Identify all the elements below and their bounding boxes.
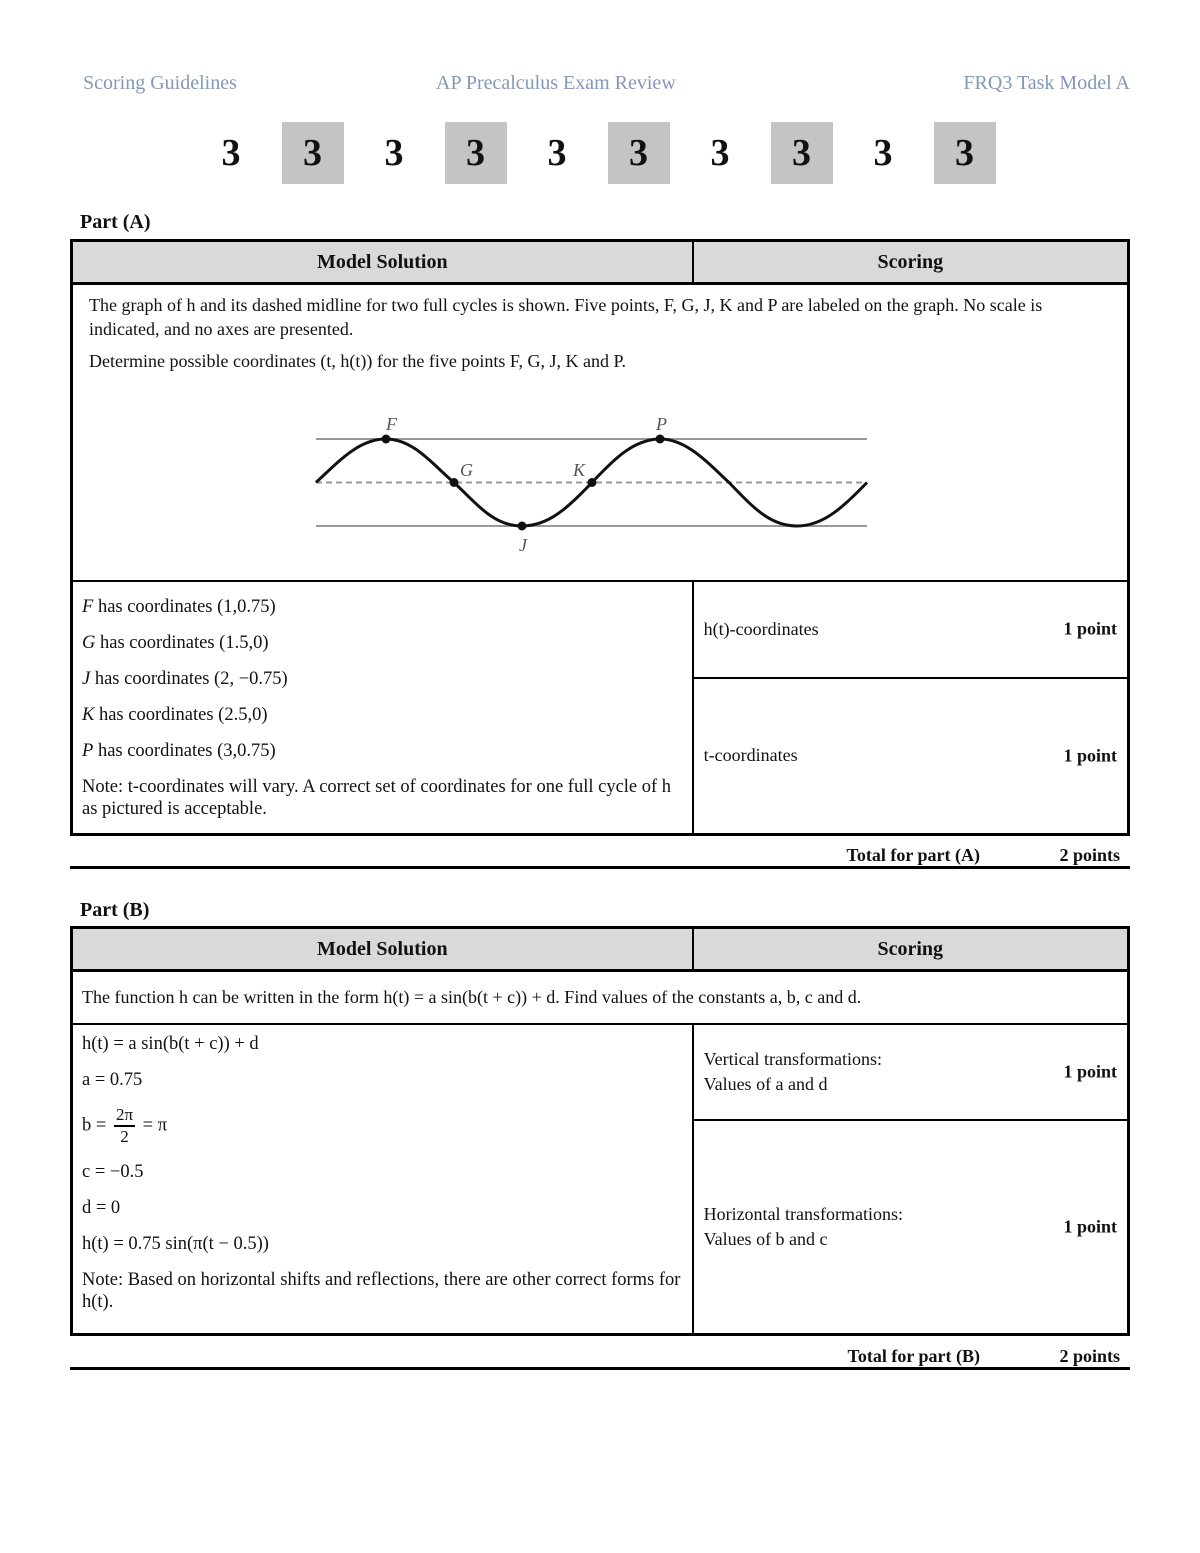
banner-digit: 3 xyxy=(445,122,507,184)
part-a-prompt-cell xyxy=(72,284,1129,581)
criterion-desc: h(t)-coordinates xyxy=(703,618,819,639)
solution-line: P has coordinates (3,0.75) xyxy=(82,740,276,761)
criterion-points: 1 point xyxy=(1063,618,1117,639)
part-b-table xyxy=(70,926,1130,1336)
fraction: $\frac{2\pi}{2}$ xyxy=(115,1104,134,1146)
part-a-solution-cell xyxy=(72,581,693,835)
part-b-prompt-text: The function h can be written in the form h(t) = a sin(b(t + c)) + d. Find values of the constants a, b, c and d. xyxy=(82,987,862,1008)
banner-digit: 3 xyxy=(547,132,567,174)
point-f xyxy=(381,434,390,443)
total-label: Total for part (B) xyxy=(847,1346,980,1366)
criterion-desc: Values of a and d xyxy=(703,1073,828,1094)
banner-digit: 3 xyxy=(771,122,833,184)
solution-line: K has coordinates (2.5,0) xyxy=(82,704,268,725)
banner-digit: 3 xyxy=(934,122,996,184)
banner-digit: 3 xyxy=(282,122,344,184)
solution-final: h(t) = 0.75 sin(π(t − 0.5)) xyxy=(82,1233,269,1254)
solution-b: b = $\frac{2\pi}{2}$ = π xyxy=(82,1104,168,1146)
solution-form: h(t) = a sin(b(t + c)) + d xyxy=(82,1033,259,1054)
point-k xyxy=(587,478,596,487)
part-a-question: Determine possible coordinates (t, h(t)) for the five points F, G, J, K and P. xyxy=(89,351,626,371)
part-a-table xyxy=(70,239,1130,836)
scoring-criterion xyxy=(693,1024,1129,1120)
criterion-desc: t-coordinates xyxy=(703,745,798,766)
header-center: AP Precalculus Exam Review xyxy=(436,72,676,94)
solution-line: J has coordinates (2, −0.75) xyxy=(82,668,288,689)
part-a-label: Part (A) xyxy=(80,211,151,233)
solution-note: Note: t-coordinates will vary. A correct set of coordinates for one full cycle of h as pictured is acceptable. xyxy=(82,776,672,819)
svg-text:P: P xyxy=(655,413,667,434)
solution-a: a = 0.75 xyxy=(82,1069,143,1090)
banner-digit: 3 xyxy=(384,132,404,174)
model-solution-header: Model Solution xyxy=(72,928,693,971)
model-solution-header: Model Solution xyxy=(72,241,693,284)
point-j xyxy=(517,521,526,530)
criterion-points: 1 point xyxy=(1063,745,1117,766)
svg-text:F: F xyxy=(385,413,397,434)
total-value: 2 points xyxy=(1059,845,1120,865)
banner-digit: 3 xyxy=(873,132,893,174)
part-a-total xyxy=(70,835,1130,869)
solution-line: F has coordinates (1,0.75) xyxy=(82,596,276,617)
point-g xyxy=(449,478,458,487)
sinusoid-graph xyxy=(314,411,874,561)
solution-d: d = 0 xyxy=(82,1197,121,1218)
svg-text:K: K xyxy=(572,459,585,480)
point-p xyxy=(655,434,664,443)
header-left: Scoring Guidelines xyxy=(83,72,237,94)
svg-text:G: G xyxy=(459,459,473,480)
criterion-points: 1 point xyxy=(1063,1061,1117,1081)
total-value: 2 points xyxy=(1059,1346,1120,1366)
criterion-desc: Horizontal transformations: xyxy=(703,1203,904,1224)
scoring-header: Scoring xyxy=(693,928,1129,971)
banner-digit: 3 xyxy=(608,122,670,184)
part-b-solution-cell xyxy=(72,1024,693,1335)
solution-line: G has coordinates (1.5,0) xyxy=(82,632,269,653)
svg-text:J: J xyxy=(518,534,527,555)
scoring-criterion xyxy=(693,581,1129,678)
question-number-banner xyxy=(200,122,1015,184)
banner-digit: 3 xyxy=(710,132,730,174)
solution-c: c = −0.5 xyxy=(82,1161,144,1182)
criterion-desc: Vertical transformations: xyxy=(703,1048,883,1069)
criterion-desc: Values of b and c xyxy=(703,1228,828,1249)
part-b-label: Part (B) xyxy=(80,899,150,921)
header-right: FRQ3 Task Model A xyxy=(963,72,1130,94)
part-a-prompt-text: The graph of h and its dashed midline for two full cycles is shown. Five points, F, G, J, K and P are labeled on the graph. No scale is indicated, and no axes are presented. xyxy=(89,295,1043,339)
part-b-prompt-cell xyxy=(72,971,1129,1024)
total-label: Total for part (A) xyxy=(846,845,980,865)
criterion-points: 1 point xyxy=(1063,1216,1117,1237)
solution-note: Note: Based on horizontal shifts and reflections, there are other correct forms for h(t). xyxy=(82,1269,681,1312)
part-b-total xyxy=(70,1336,1130,1370)
scoring-criterion xyxy=(693,1120,1129,1335)
banner-digit: 3 xyxy=(221,132,241,174)
scoring-criterion xyxy=(693,678,1129,835)
scoring-header: Scoring xyxy=(693,241,1129,284)
